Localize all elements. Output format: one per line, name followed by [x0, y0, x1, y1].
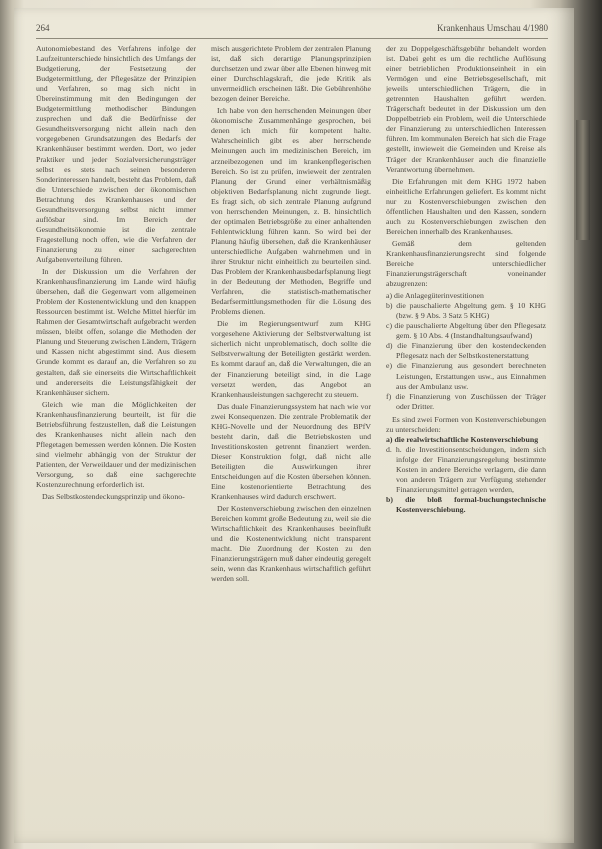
column-middle: [211, 44, 371, 834]
page-number: 264: [36, 23, 50, 33]
list-item-heading: [386, 495, 546, 515]
bold-term: a) die realwirtschaftliche Kostenverschiebung: [386, 434, 539, 444]
paragraph: misch ausgerichtete Problem der zentralen Planung ist, daß sich derartige Planungsprinzipien durchsetzen und zwar über alle Ebenen hinweg mit einer Durchschlagskraft, die jede Kritik als unvermeidlich erscheinen läßt. Die Gebührenhöhe bezogen deiner Bereiche.: [211, 44, 371, 104]
column-right: [386, 44, 546, 834]
paragraph: In der Diskussion um die Verfahren der Krankenhausfinanzierung im Lande wird häufig übersehen, daß die Gegenwart vom allgemeinen Problem der Kostenentwicklung und den knappen Ressourcen bestimmt ist. Welche Mittel hierfür im Rahmen der Gesamtwirtschaft aufgebracht werden müssen, bleibt offen, solange die Methoden der Planung und Steuerung zwischen Ländern, Trägern und Kassen nicht abgestimmt sind. Aus diesem Grunde kommt es darauf an, die Verfahren so zu gestalten, daß sie einerseits die Wirtschaftlichkeit und andererseits die Leistungsfähigkeit der Krankenhäuser sichern.: [36, 267, 196, 397]
list-item: c) die pauschalierte Abgeltung über den Pflegesatz gem. § 10 Abs. 4 (Instandhaltungsaufwand): [386, 321, 546, 341]
paragraph: Gemäß dem geltenden Krankenhausfinanzierungsrecht sind folgende Bereiche unterschiedlicher Finanzierungsträgerschaft voneinander abzugrenzen:: [386, 238, 546, 289]
paragraph: Ich habe von den herrschenden Meinungen über ökonomische Zusammenhänge gesprochen, bei denen ich mich für kompetent halte. Wahrscheinlich gibt es aber herrschende Meinungen auch im medizinischen Bereich, im arzneibezogenen und im krankenpflegerischen Bereich. So ist zu prüfen, inwieweit der zentralen Planung der Grund einer verhältnismäßig objektiven Bedarfsplanung nicht zugrunde liegt. Es fragt sich, ob sich zentrale Planung aufgrund von herrschenden Meinungen, z. B. hinsichtlich der optimalen Betriebsgröße zu einer anhaltenden Fehlentwicklung führen kann. So wird bei der Planung häufig übersehen, daß die Krankenhäuser unterschiedliche Aufgaben wahrnehmen und in ihrer Struktur nicht einheitlich zu beurteilen sind. Das Problem der Krankenhausbedarfsplanung liegt in der Bedeutung der Methoden, Begriffe und Verfahren, die statistisch-mathematischer Bedarfsermittlungsmethoden für die Lösung des Problems dienen.: [211, 106, 371, 317]
list-item-heading: [386, 435, 546, 445]
paragraph: Der Kostenverschiebung zwischen den einzelnen Bereichen kommt große Bedeutung zu, weil sie die Wirtschaftlichkeit des Krankenhauses beeinflußt und die Kostenentwicklung nicht transparent macht. Die Zuordnung der Kosten zu den Finanzierungsträgern muß daher eindeutig geregelt sein, wenn das Krankenhaus wirtschaftlich geführt werden soll.: [211, 504, 371, 584]
paragraph: Das duale Finanzierungssystem hat nach wie vor zwei Konsequenzen. Die zentrale Problematik der KHG-Novelle und der Neuordnung des BPfV besteht darin, daß die Betriebskosten und Investitionskosten getrennt finanziert werden. Dieser Konstruktion folgt, daß nicht alle Beteiligten die Auswirkungen ihrer Entscheidungen auf die Kosten übersehen können. Eine kostenorientierte Betrachtung des Krankenhauses wird dadurch erschwert.: [211, 401, 371, 502]
paragraph: Gleich wie man die Möglichkeiten der Krankenhausfinanzierung beurteilt, ist für die Betriebsführung festzustellen, daß die Leistungen des Krankenhauses nicht allein nach den Pflegetagen bemessen werden können. Die Kosten sind vielmehr abhängig von der Struktur der Patienten, der Verweildauer und der medizinischen Versorgung, so daß eine sachgerechte Kostenzurechnung erforderlich ist.: [36, 399, 196, 490]
list-item: b) die pauschalierte Abgeltung gem. § 10 KHG (bzw. § 9 Abs. 3 Satz 5 KHG): [386, 301, 546, 321]
running-title: Krankenhaus Umschau 4/1980: [437, 23, 548, 33]
book-spine-shadow: [576, 120, 590, 240]
column-left: [36, 44, 196, 834]
paragraph: Es sind zwei Formen von Kostenverschiebungen zu unterscheiden:: [386, 414, 546, 434]
paragraph: Die Erfahrungen mit dem KHG 1972 haben einheitliche Erfahrungen geliefert. Es kommt nicht nur zu Kostenverschiebungen zwischen den öffentlichen Haushalten und den Kassen, sondern auch zu Kostenverschiebungen zwischen den Bereichen innerhalb des Krankenhauses.: [386, 176, 546, 236]
text-columns: [36, 44, 546, 834]
paragraph: Das Selbstkostendeckungsprinzip und ökono-: [42, 492, 185, 502]
bold-term: b) die bloß formal-buchungstechnische Kostenverschiebung.: [386, 495, 546, 515]
paragraph: Autonomiebestand des Verfahrens infolge der Laufzeitunterschiede hinsichtlich des Umfangs der Budgetierung, der Festsetzung der Budgetermittlung, der Pflegesätze der Prinzipien und Verfahren, so mag sich nicht in Übereinstimmung mit den Bedingungen der Budgetermittlung methodischer Bindungen zusprechen und daß die Bedürfnisse der Gesundheitsversorgung nicht allein nach den vorgegebenen Grundsatzungen des Bedarfs der Krankenhäuser bestimmt werden. Dort, wo jeder Praktiker und jeder Sozialversicherungsträger selbst es stets nach seinen besonderen Sonderinteressen handelt, besteht das Problem, daß die Unterschiede zwischen der ökonomischen Betrachtung des Krankenhauses und der Gesundheitsversorgung selbst nicht immer auflösbar sind. Im Bereich der Gesundheitsökonomie ist die zentrale Fragestellung noch offen, wie die Verfahren der Finanzierung zu einer sachgerechten Aufgabenverteilung führen.: [36, 44, 196, 264]
paragraph: Die im Regierungsentwurf zum KHG vorgesehene Aktivierung der Selbstverwaltung ist sicherlich nicht unproblematisch, doch sollte die Selbstverwaltung der Beteiligten gestärkt werden. Es kommt darauf an, daß die Verwaltungen, die an der Finanzierung beteiligt sind, in die Lage versetzt werden, das Angebot an Krankenhausleistungen sachgerecht zu steuern.: [211, 319, 371, 399]
list-item: d. h. die Investitionsentscheidungen, indem sich infolge der Finanzierungsregelung bestimmte Kosten in andere Bereiche verlagern, die dann von anderen Trägern zur Verfügung stehender Finanzierungsmittel getragen werden,: [386, 444, 546, 495]
list-item: a) die Anlagegüterinvestitionen: [386, 291, 484, 301]
list-item: f) die Finanzierung von Zuschüssen der Träger oder Dritter.: [386, 391, 546, 411]
list-item: e) die Finanzierung aus gesondert berechneten Leistungen, Erstattungen usw., aus Einnahmen aus der Ambulanz usw.: [386, 361, 546, 391]
page-header: [36, 22, 548, 39]
list-item: d) die Finanzierung über den kostendeckenden Pflegesatz nach der Selbstkostenerstattung: [386, 341, 546, 361]
paragraph: der zu Doppelgeschäftsgebühr behandelt worden ist. Dabei geht es um die rechtliche Auflösung einer betrieblichen Produktionseinheit in ein Vermögen und eine Betriebsgesellschaft, mit jeweils unterschiedlichen Trägern, die in getrennten Haushalten geführt werden. Trägerschaft bedeutet in der Diskussion um den Doppelbetrieb ein Problem, weil die Unterschiede der Finanzierung zu unterschiedlichen Interessen führen. Im kommunalen Bereich hat sich die Frage gestellt, inwieweit die Gemeinden und Kreise als Träger der Krankenhäuser auch die finanzielle Verantwortung übernehmen.: [386, 44, 546, 174]
document-page: [14, 8, 574, 843]
